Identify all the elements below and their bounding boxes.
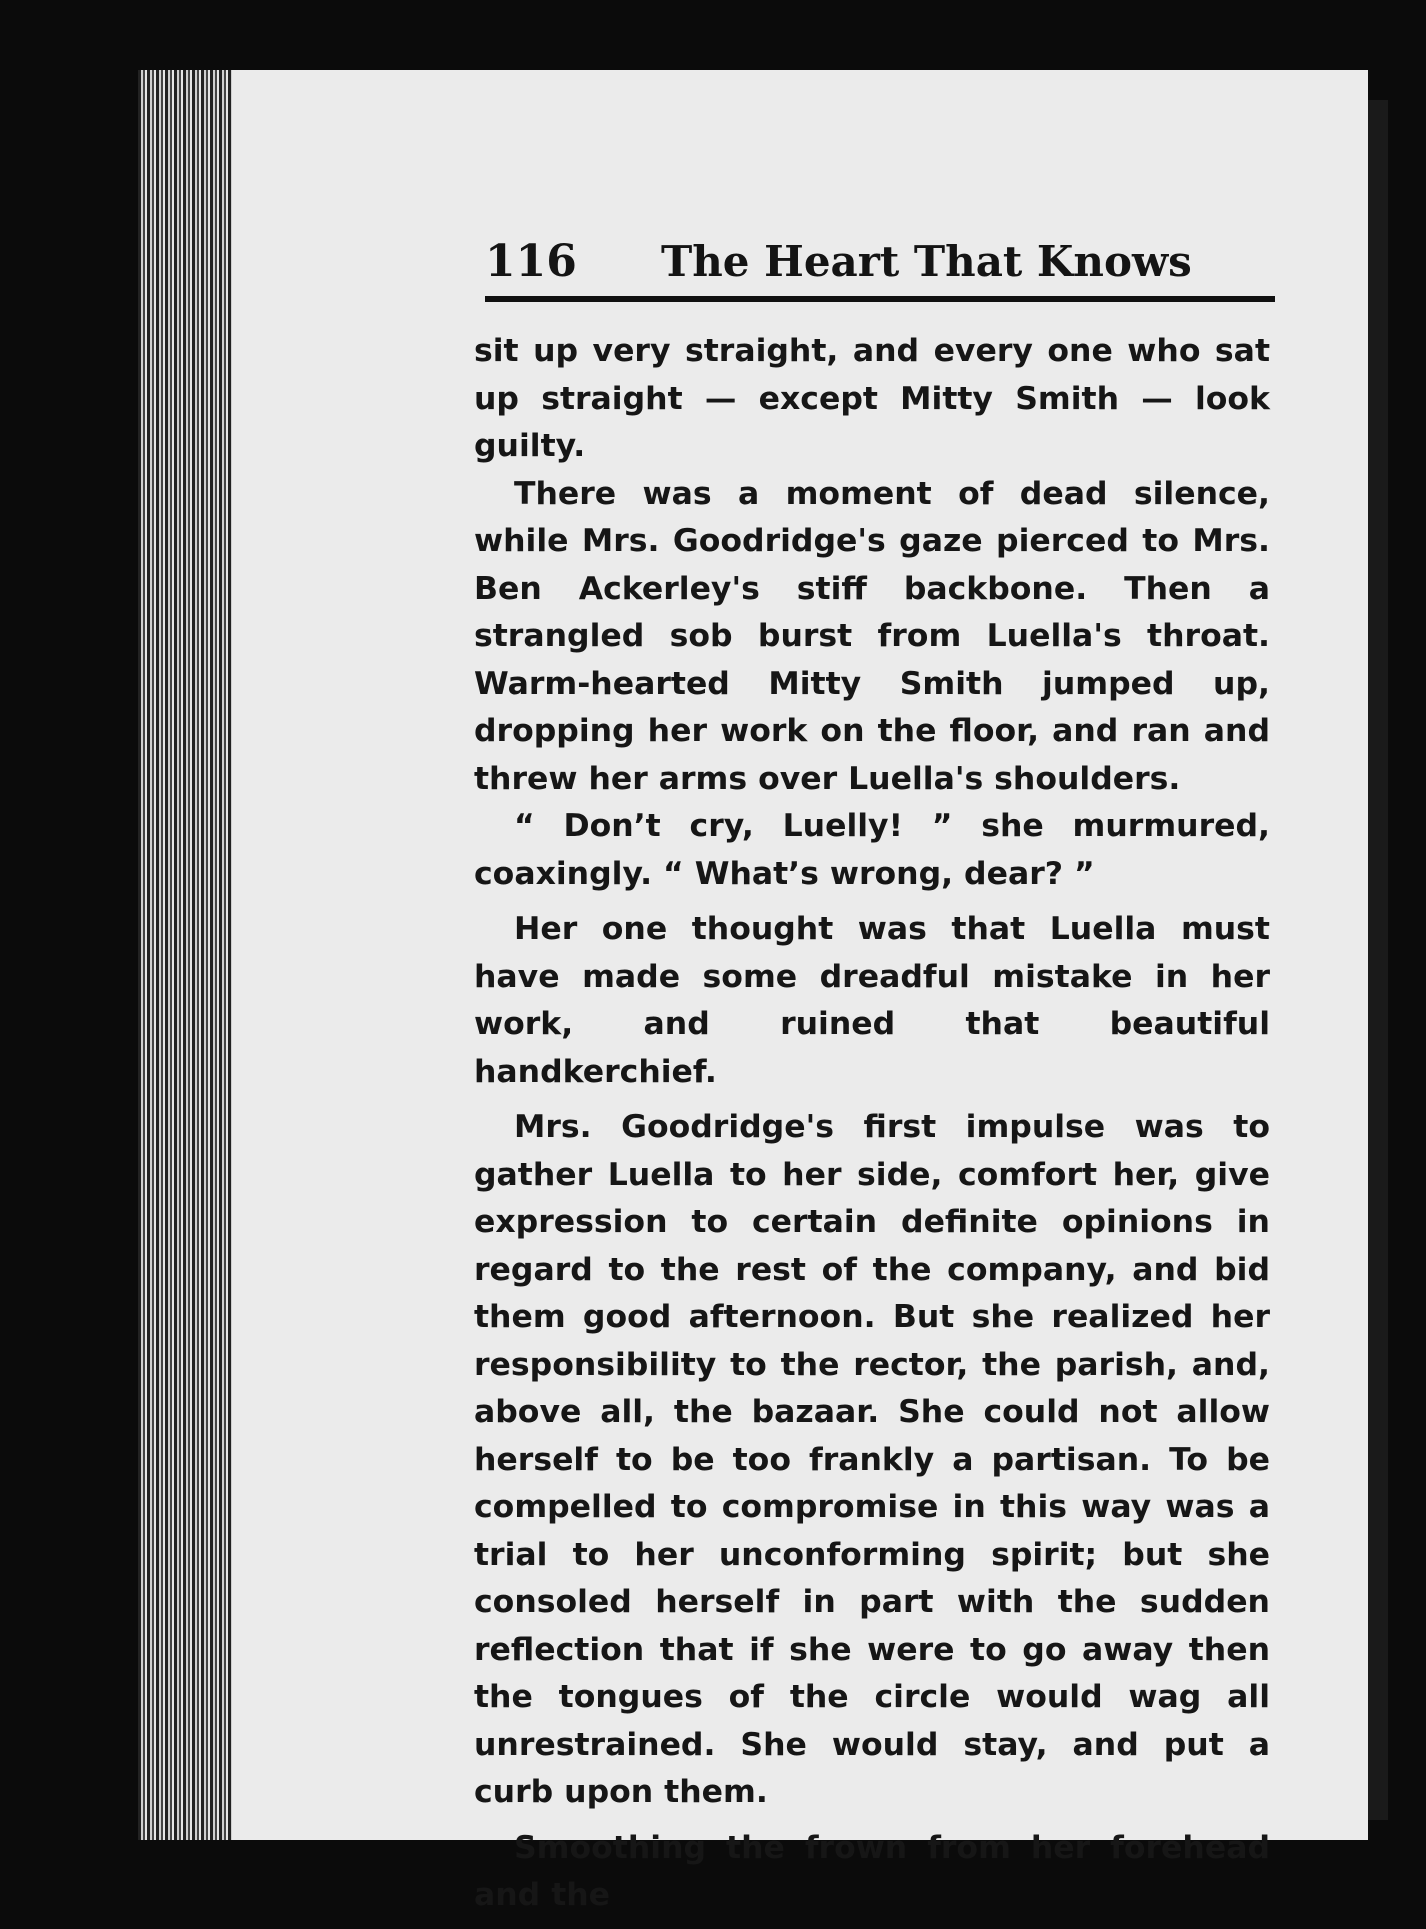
- paragraph-2: There was a moment of dead silence, while Mrs. Goodridge's gaze pierced to Mrs. Ben Ackerley's stiff backbone. Then a strangled sob burst from Luella's throat. Warm-hearted Mitty Smith jumped up, dropping her work on the floor, and ran and threw her arms over Luella's shoulders.: [474, 475, 1270, 797]
- page-number: 116: [485, 236, 577, 287]
- body-text: [474, 328, 1270, 1920]
- paragraph-6: Smoothing the frown from her forehead and the: [474, 1829, 1270, 1913]
- paragraph-4: Her one thought was that Luella must have made some dreadful mistake in her work, and ruined that beautiful handkerchief.: [474, 911, 1270, 1090]
- book-right-edge: [1368, 100, 1388, 1820]
- book-page-edges: [138, 70, 238, 1840]
- header-rule: [485, 296, 1275, 302]
- paragraph-1: sit up very straight, and every one who sat up straight — except Mitty Smith — look guilty.: [474, 333, 1270, 464]
- paragraph-5: Mrs. Goodridge's first impulse was to gather Luella to her side, comfort her, give expression to certain definite opinions in regard to the rest of the company, and bid them good afternoon. But she realized her responsibility to the rector, the parish, and, above all, the bazaar. She could not allow herself to be too frankly a partisan. To be compelled to compromise in this way was a trial to her unconforming spirit; but she consoled herself in part with the sudden reflection that if she were to go away then the tongues of the circle would wag all unrestrained. She would stay, and put a curb upon them.: [474, 1109, 1270, 1810]
- paragraph-3: “ Don’t cry, Luelly! ” she murmured, coaxingly. “ What’s wrong, dear? ”: [474, 808, 1270, 892]
- running-title: The Heart That Knows: [661, 237, 1192, 286]
